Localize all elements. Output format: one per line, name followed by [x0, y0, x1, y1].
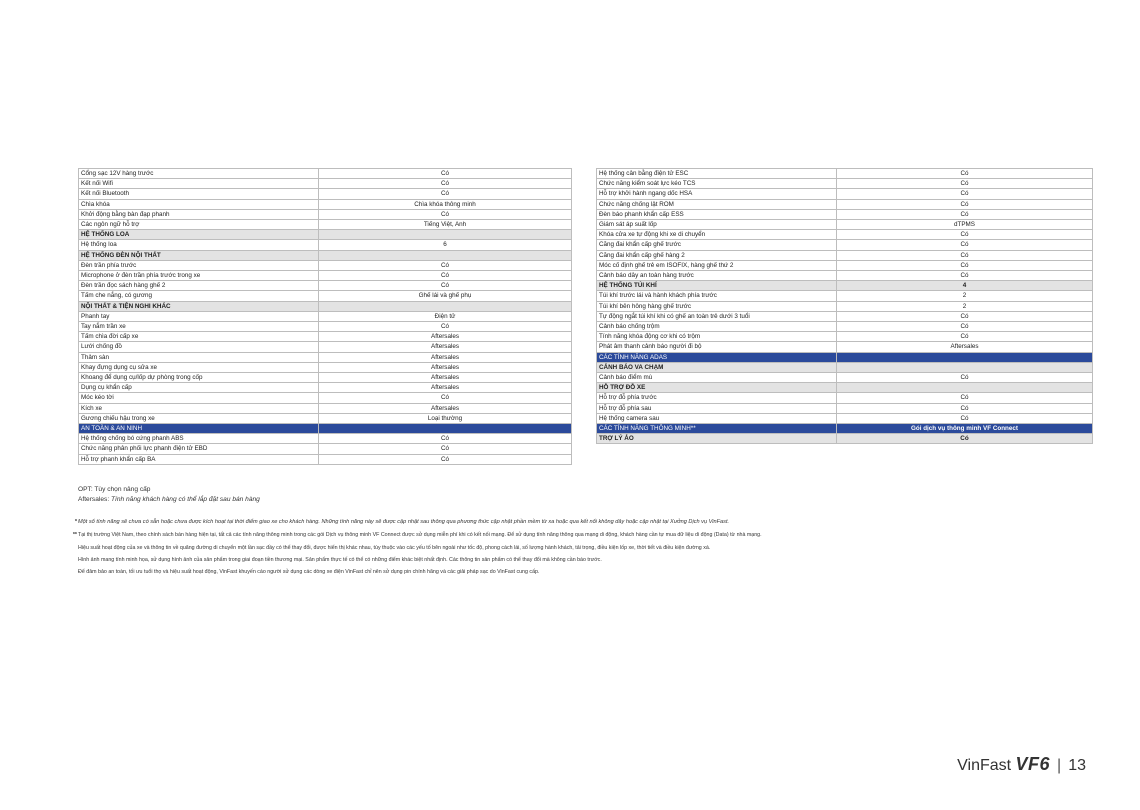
left-section-row: [79, 250, 572, 260]
spec-label: Cổng sạc 12V hàng trước: [79, 169, 319, 179]
left-section-row: [79, 230, 572, 240]
spec-label: Tay nắm trần xe: [79, 322, 319, 332]
spec-label: Tính năng khóa động cơ khi có trộm: [597, 332, 837, 342]
right-spec-row: [597, 209, 1093, 219]
spec-label: Phanh tay: [79, 311, 319, 321]
left-spec-row: [79, 322, 572, 332]
spec-value: Aftersales: [319, 362, 572, 372]
right-spec-row: [597, 260, 1093, 270]
note-star1-marker: *: [74, 519, 77, 525]
left-spec-row: [79, 220, 572, 230]
spec-label: HỖ TRỢ ĐỖ XE: [597, 383, 837, 393]
spec-value: Gói dịch vụ thông minh VF Connect: [837, 424, 1093, 434]
spec-label: Căng đai khẩn cấp ghế hàng 2: [597, 250, 837, 260]
spec-label: Hệ thống chống bó cứng phanh ABS: [79, 434, 319, 444]
spec-value: Có: [837, 189, 1093, 199]
right-spec-row: [597, 413, 1093, 423]
spec-value: Có: [837, 179, 1093, 189]
spec-value: [837, 352, 1093, 362]
left-spec-row: [79, 311, 572, 321]
spec-value: Có: [837, 250, 1093, 260]
spec-label: TRỢ LÝ ẢO: [597, 434, 837, 444]
right-section-row: [597, 362, 1093, 372]
spec-label: HỆ THỐNG TÚI KHÍ: [597, 281, 837, 291]
spec-label: Cảnh báo điểm mù: [597, 373, 837, 383]
left-spec-row: [79, 281, 572, 291]
spec-label: Microphone ở đèn trần phía trước trong xe: [79, 271, 319, 281]
spec-label: Giám sát áp suất lốp: [597, 220, 837, 230]
left-spec-row: [79, 403, 572, 413]
spec-label: Tấm chìa đời cấp xe: [79, 332, 319, 342]
spec-label: Căng đai khẩn cấp ghế trước: [597, 240, 837, 250]
spec-label: Kết nối Wifi: [79, 179, 319, 189]
spec-label: Cảnh báo chống trộm: [597, 322, 837, 332]
spec-label: NỘI THẤT & TIỆN NGHI KHÁC: [79, 301, 319, 311]
spec-value: Aftersales: [319, 342, 572, 352]
spec-value: Có: [319, 322, 572, 332]
spec-table-left: [78, 168, 572, 465]
left-spec-row: [79, 352, 572, 362]
right-spec-row: [597, 189, 1093, 199]
left-spec-row: [79, 209, 572, 219]
right-section-row: [597, 352, 1093, 362]
spec-value: 4: [837, 281, 1093, 291]
spec-label: CẢNH BÁO VA CHẠM: [597, 362, 837, 372]
spec-label: Chức năng kiểm soát lực kéo TCS: [597, 179, 837, 189]
legend-aftersales-label: Aftersales:: [78, 496, 111, 503]
left-spec-row: [79, 260, 572, 270]
page-number: 13: [1068, 757, 1086, 774]
right-spec-row: [597, 230, 1093, 240]
left-spec-row: [79, 169, 572, 179]
spec-value: Có: [319, 179, 572, 189]
spec-label: Kích xe: [79, 403, 319, 413]
spec-value: Có: [837, 332, 1093, 342]
note-battery: Để đảm bảo an toàn, tối ưu tuổi thọ và hiệu suất hoạt động, VinFast khuyến cáo người sử dụng các dòng xe điện VinFast chỉ nên sử dụng pin chính hãng và các giải pháp sạc do VinFast cung cấp.: [78, 569, 540, 575]
spec-label: Đèn báo phanh khẩn cấp ESS: [597, 209, 837, 219]
spec-label: Túi khí bên hông hàng ghế trước: [597, 301, 837, 311]
spec-value: Tiếng Việt, Anh: [319, 220, 572, 230]
spec-label: Kết nối Bluetooth: [79, 189, 319, 199]
spec-value: dTPMS: [837, 220, 1093, 230]
left-spec-row: [79, 240, 572, 250]
spec-label: Túi khí trước lái và hành khách phía trước: [597, 291, 837, 301]
spec-value: Aftersales: [319, 373, 572, 383]
spec-label: Chìa khóa: [79, 199, 319, 209]
right-section-row: [597, 424, 1093, 434]
left-spec-row: [79, 413, 572, 423]
spec-label: Tự động ngắt túi khí khi có ghế an toàn trẻ dưới 3 tuổi: [597, 311, 837, 321]
right-section-row: [597, 281, 1093, 291]
spec-label: Khởi động bằng bàn đạp phanh: [79, 209, 319, 219]
spec-value: [837, 383, 1093, 393]
spec-value: Loại thường: [319, 413, 572, 423]
spec-value: [319, 301, 572, 311]
right-section-row: [597, 383, 1093, 393]
spec-value: Có: [837, 434, 1093, 444]
note-star1-text: Một số tính năng sẽ chưa có sẵn hoặc chưa được kích hoạt tại thời điểm giao xe cho khách hàng. Những tính năng này sẽ được cập nhật sau thông qua phương thức cập nhật phần mềm từ xa hoặc qua kết nối không dây hoặc cập nhật tại Xưởng Dịch vụ VinFast.: [78, 519, 730, 525]
note-illustration: Hình ảnh mang tính minh họa, sử dụng hình ảnh của sản phẩm trong giai đoạn tiền thương mại. Sản phẩm thực tế có thể có những điểm khác biệt nhất định. Các thông tin sản phẩm có thể thay đổi mà không cần báo trước.: [78, 557, 602, 563]
spec-label: Hỗ trợ phanh khẩn cấp BA: [79, 454, 319, 464]
spec-value: Có: [319, 169, 572, 179]
spec-value: Có: [837, 403, 1093, 413]
spec-value: Ghế lái và ghế phụ: [319, 291, 572, 301]
spec-value: Có: [319, 209, 572, 219]
spec-value: Có: [319, 271, 572, 281]
spec-value: Aftersales: [319, 383, 572, 393]
note-star1: [74, 519, 730, 525]
spec-value: Có: [837, 413, 1093, 423]
left-spec-row: [79, 373, 572, 383]
spec-value: Có: [319, 454, 572, 464]
spec-label: Gương chiếu hậu trong xe: [79, 413, 319, 423]
spec-label: Chức năng phân phối lực phanh điện tử EBD: [79, 444, 319, 454]
left-spec-row: [79, 179, 572, 189]
footer-separator: |: [1057, 757, 1062, 774]
right-spec-row: [597, 179, 1093, 189]
left-spec-row: [79, 332, 572, 342]
spec-label: Hỗ trợ khởi hành ngang dốc HSA: [597, 189, 837, 199]
left-spec-row: [79, 271, 572, 281]
spec-value: Có: [319, 260, 572, 270]
right-spec-row: [597, 301, 1093, 311]
spec-label: HỆ THỐNG LOA: [79, 230, 319, 240]
spec-value: Chìa khóa thông minh: [319, 199, 572, 209]
spec-label: Chức năng chống lật ROM: [597, 199, 837, 209]
note-star2-text: Tại thị trường Việt Nam, theo chính sách bán hàng hiện tại, tất cả các tính năng thông minh trong các gói Dịch vụ thông minh VF Connect được sử dụng miễn phí khi có kết nối mạng. Để sử dụng tính năng thông qua mạng di động, khách hàng cần tự mua dữ liệu di động (Data) từ nhà mạng.: [78, 532, 762, 538]
spec-value: Có: [837, 322, 1093, 332]
spec-label: Lưới chống đồ: [79, 342, 319, 352]
left-spec-row: [79, 454, 572, 464]
model-name: VF6: [1015, 754, 1051, 774]
spec-value: [319, 424, 572, 434]
spec-value: Điện tử: [319, 311, 572, 321]
right-spec-row: [597, 393, 1093, 403]
spec-label: Khay đựng dụng cụ sửa xe: [79, 362, 319, 372]
spec-label: Dụng cụ khẩn cấp: [79, 383, 319, 393]
spec-label: Hệ thống camera sau: [597, 413, 837, 423]
spec-value: Có: [319, 444, 572, 454]
spec-value: Có: [319, 393, 572, 403]
spec-label: CÁC TÍNH NĂNG ADAS: [597, 352, 837, 362]
spec-label: Móc cố định ghế trẻ em ISOFIX, hàng ghế thứ 2: [597, 260, 837, 270]
spec-value: Có: [837, 271, 1093, 281]
spec-label: Các ngôn ngữ hỗ trợ: [79, 220, 319, 230]
spec-value: [319, 230, 572, 240]
spec-value: Có: [319, 434, 572, 444]
right-spec-row: [597, 342, 1093, 352]
spec-label: Tấm che nắng, có gương: [79, 291, 319, 301]
spec-value: Có: [837, 393, 1093, 403]
spec-label: CÁC TÍNH NĂNG THÔNG MINH**: [597, 424, 837, 434]
spec-label: Hỗ trợ đỗ phía sau: [597, 403, 837, 413]
spec-value: Có: [837, 373, 1093, 383]
spec-label: Hệ thống cân bằng điện tử ESC: [597, 169, 837, 179]
spec-value: 2: [837, 291, 1093, 301]
legend-opt-text: OPT: Tùy chọn nâng cấp: [78, 486, 151, 493]
spec-label: Hỗ trợ đỗ phía trước: [597, 393, 837, 403]
spec-label: Khoang để dụng cụ/lốp dự phòng trong cốp: [79, 373, 319, 383]
spec-label: Đèn trần phía trước: [79, 260, 319, 270]
right-spec-row: [597, 220, 1093, 230]
legend-aftersales: [78, 496, 260, 503]
left-spec-row: [79, 199, 572, 209]
right-spec-row: [597, 169, 1093, 179]
spec-value: Có: [837, 230, 1093, 240]
spec-value: 6: [319, 240, 572, 250]
right-spec-row: [597, 373, 1093, 383]
spec-label: Phát âm thanh cảnh báo người đi bộ: [597, 342, 837, 352]
spec-table-right: [596, 168, 1093, 444]
spec-label: Hệ thống loa: [79, 240, 319, 250]
spec-label: Đèn trần đọc sách hàng ghế 2: [79, 281, 319, 291]
spec-value: Có: [837, 240, 1093, 250]
left-section-row: [79, 424, 572, 434]
spec-value: Có: [837, 260, 1093, 270]
legend-opt: [78, 486, 150, 493]
spec-label: Thảm sàn: [79, 352, 319, 362]
spec-value: Có: [319, 189, 572, 199]
spec-value: Có: [837, 209, 1093, 219]
left-spec-row: [79, 189, 572, 199]
left-spec-row: [79, 383, 572, 393]
right-section-row: [597, 434, 1093, 444]
spec-value: Có: [837, 311, 1093, 321]
brand-name: VinFast: [957, 757, 1012, 774]
spec-label: Cảnh báo dây an toàn hàng trước: [597, 271, 837, 281]
right-spec-row: [597, 271, 1093, 281]
spec-label: Khóa cửa xe tự động khi xe di chuyển: [597, 230, 837, 240]
spec-value: [837, 362, 1093, 372]
spec-value: 2: [837, 301, 1093, 311]
right-spec-row: [597, 250, 1093, 260]
spec-value: Aftersales: [837, 342, 1093, 352]
right-spec-row: [597, 322, 1093, 332]
spec-value: Aftersales: [319, 332, 572, 342]
right-spec-row: [597, 199, 1093, 209]
right-spec-row: [597, 291, 1093, 301]
spec-value: Aftersales: [319, 403, 572, 413]
right-spec-row: [597, 403, 1093, 413]
left-spec-row: [79, 291, 572, 301]
note-star2: [72, 532, 762, 538]
page-footer: [957, 754, 1086, 775]
spec-value: Có: [837, 169, 1093, 179]
spec-label: AN TOÀN & AN NINH: [79, 424, 319, 434]
left-spec-row: [79, 393, 572, 403]
right-spec-row: [597, 311, 1093, 321]
left-spec-row: [79, 342, 572, 352]
right-spec-row: [597, 332, 1093, 342]
left-spec-row: [79, 444, 572, 454]
spec-label: HỆ THỐNG ĐÈN NỘI THẤT: [79, 250, 319, 260]
left-spec-row: [79, 434, 572, 444]
spec-value: Có: [837, 199, 1093, 209]
left-section-row: [79, 301, 572, 311]
spec-label: Móc kéo tời: [79, 393, 319, 403]
spec-value: Có: [319, 281, 572, 291]
spec-value: [319, 250, 572, 260]
note-performance: Hiệu suất hoạt động của xe và thông tin về quãng đường di chuyển một lần sạc đầy có thể thay đổi, được hiển thị khác nhau, tùy thuộc vào các yếu tố bên ngoài như tốc độ, phong cách lái, số lượng hành khách, tải trọng, điều kiện lốp xe, thời tiết và điều kiện đường xá.: [78, 545, 711, 551]
note-star2-marker: **: [72, 532, 77, 538]
spec-value: Aftersales: [319, 352, 572, 362]
legend-aftersales-text: Tính năng khách hàng có thể lắp đặt sau bán hàng: [110, 496, 260, 503]
left-spec-row: [79, 362, 572, 372]
right-spec-row: [597, 240, 1093, 250]
